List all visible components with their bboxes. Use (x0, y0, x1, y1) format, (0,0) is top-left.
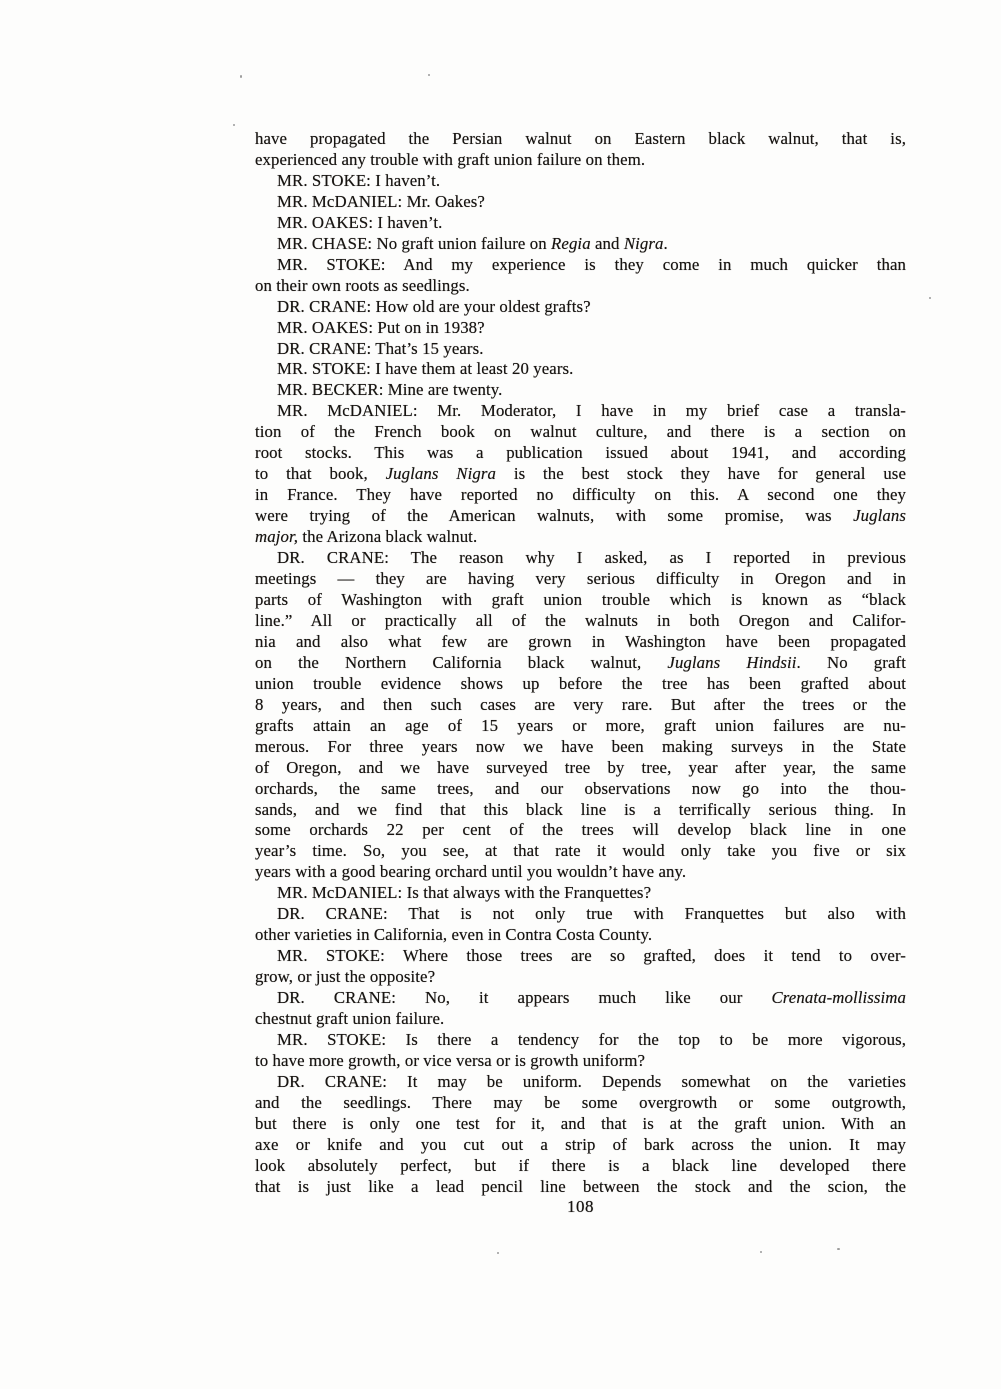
scan-speck (497, 1252, 499, 1254)
scan-speck (837, 1248, 840, 1250)
text-line: have propagated the Persian walnut on Eastern black walnut, that is, (255, 129, 906, 148)
text-line: DR. CRANE: That’s 15 years. (277, 338, 484, 358)
text-line: to have more growth, or vice versa or is growth uniform? (255, 1050, 646, 1070)
text-line: experienced any trouble with graft union failure on them. (255, 149, 646, 169)
text-line: MR. McDANIEL: Is that always with the Franquettes? (277, 883, 652, 903)
text-line: meetings — they are having very serious difficulty in Oregon and in (255, 569, 906, 589)
scan-speck (760, 1251, 762, 1253)
scan-speck (233, 124, 235, 126)
italic-text: Regia (551, 233, 591, 253)
text-line: but there is only one test for it, and that is at the graft union. With an (255, 1113, 906, 1133)
italic-text: Juglans Hindsii (667, 652, 797, 672)
text-line: on their own roots as seedlings. (255, 275, 470, 295)
text-line: root stocks. This was a publication issued about 1941, and according (255, 443, 906, 463)
text-line: grow, or just the opposite? (255, 967, 436, 987)
text-line: axe or knife and you cut out a strip of bark across the union. It may (255, 1134, 906, 1154)
text-line: MR. STOKE: Where those trees are so grafted, does it tend to over- (277, 946, 906, 966)
text-line: nia and also what few are grown in Washington have been propagated (255, 631, 906, 651)
text-line: DR. CRANE: How old are your oldest grafts? (277, 296, 591, 316)
text-line: merous. For three years now we have been making surveys in the State (255, 736, 906, 756)
page-number: 108 (567, 1197, 594, 1216)
text-line: year’s time. So, you see, at that rate it would only take you five or six (255, 841, 906, 861)
text-line: MR. BECKER: Mine are twenty. (277, 380, 503, 400)
text-line: orchards, the same trees, and our observations now go into the thou- (255, 778, 906, 798)
text-line: major, the Arizona black walnut. (255, 527, 478, 547)
page-text (255, 129, 906, 1198)
text-line: look absolutely perfect, but if there is a black line developed there (255, 1155, 906, 1175)
text-line: MR. McDANIEL: Mr. Moderator, I have in my brief case a transla- (277, 401, 906, 421)
text-line: union trouble evidence shows up before the tree has been grafted about (255, 673, 906, 693)
scan-speck (428, 74, 430, 76)
text-line: line.” All or practically all of the walnuts in both Oregon and Califor- (255, 610, 906, 630)
text-line: and the seedlings. There may be some overgrowth or some outgrowth, (255, 1092, 906, 1112)
text-line: sands, and we find that this black line is a terrifically serious thing. In (255, 799, 906, 819)
text-line: MR. STOKE: I have them at least 20 years. (277, 359, 574, 379)
text-line: chestnut graft union failure. (255, 1009, 445, 1029)
text-line: on the Northern California black walnut, Juglans Hindsii. No graft (255, 652, 906, 672)
text-line: of Oregon, and we have surveyed tree by tree, year after year, the same (255, 757, 906, 777)
text-line: 8 years, and then such cases are very rare. But after the trees or the (255, 694, 906, 714)
italic-text: Crenata-mollissima (771, 988, 906, 1008)
text-line: MR. McDANIEL: Mr. Oakes? (277, 191, 485, 211)
text-line: MR. STOKE: Is there a tendency for the top to be more vigorous, (277, 1029, 906, 1049)
text-line: grafts attain an age of 15 years or more, graft union failures are nu- (255, 715, 906, 735)
text-line: some orchards 22 per cent of the trees will develop black line in one (255, 820, 906, 840)
text-line: DR. CRANE: The reason why I asked, as I reported in previous (277, 548, 906, 568)
text-line: DR. CRANE: No, it appears much like our Crenata-mollissima (277, 988, 906, 1008)
text-line: MR. CHASE: No graft union failure on Regia and Nigra. (277, 233, 668, 253)
text-line: MR. OAKES: I haven’t. (277, 212, 443, 232)
italic-text: major, (255, 527, 299, 547)
text-line: MR. OAKES: Put on in 1938? (277, 317, 485, 337)
scan-speck (929, 297, 931, 299)
text-line: parts of Washington with graft union trouble which is known as “black (255, 589, 906, 609)
text-line: years with a good bearing orchard until you wouldn’t have any. (255, 862, 687, 882)
text-line: in France. They have reported no difficulty on this. A second one they (255, 485, 906, 505)
italic-text: Nigra (623, 233, 664, 253)
text-line: MR. STOKE: And my experience is they come in much quicker than (277, 254, 906, 274)
text-line: DR. CRANE: It may be uniform. Depends somewhat on the varieties (277, 1071, 906, 1091)
italic-text: Juglans (853, 506, 906, 526)
text-line: that is just like a lead pencil line between the stock and the scion, the (255, 1176, 906, 1196)
italic-text: Juglans Nigra (385, 464, 496, 484)
text-line: were trying of the American walnuts, with some promise, was Juglans (255, 506, 906, 526)
text-line: tion of the French book on walnut culture, and there is a section on (255, 422, 906, 442)
text-line: to that book, Juglans Nigra is the best stock they have for general use (255, 464, 906, 484)
text-line: DR. CRANE: That is not only true with Franquettes but also with (277, 904, 906, 924)
text-line: MR. STOKE: I haven’t. (277, 170, 441, 190)
scan-speck (240, 75, 242, 78)
text-line: other varieties in California, even in Contra Costa County. (255, 925, 653, 945)
